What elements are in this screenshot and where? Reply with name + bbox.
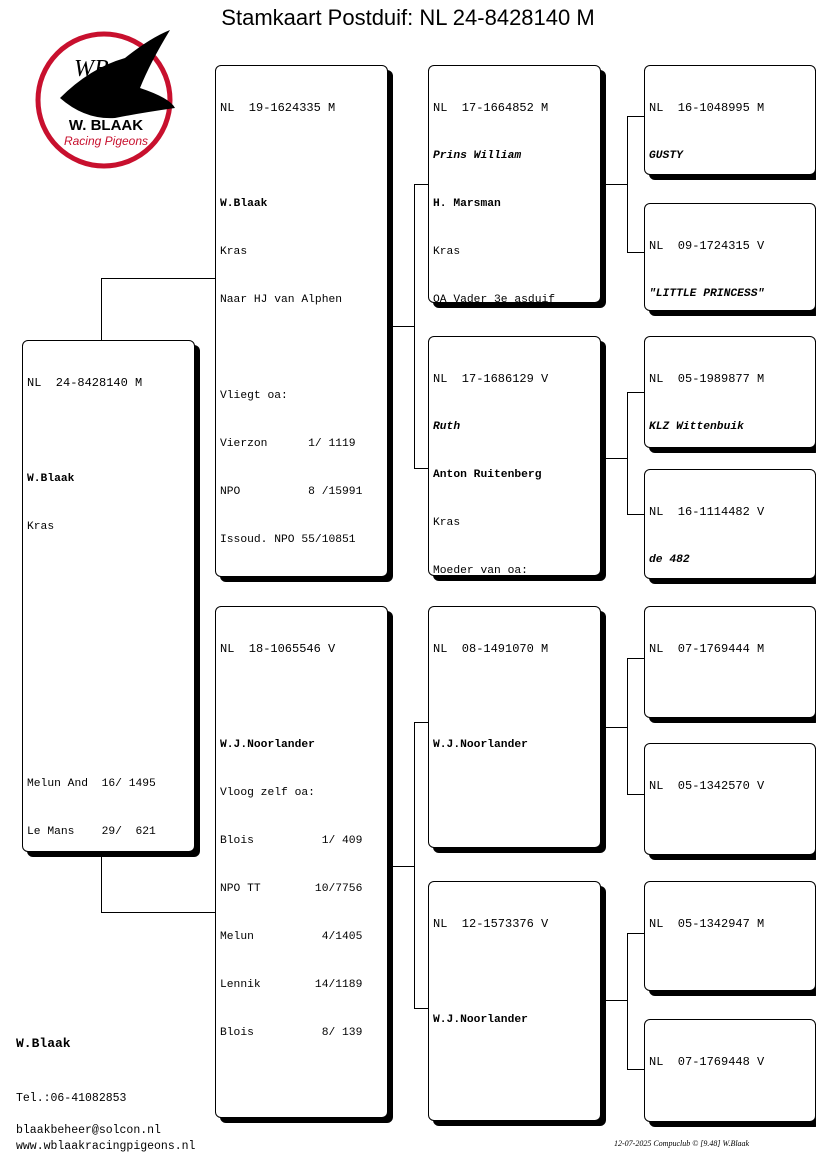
fmm-card[interactable] [644, 469, 816, 579]
ring-number: NL 16-1114482 V [649, 505, 765, 519]
connector [627, 392, 628, 514]
connector [627, 658, 644, 659]
connector [414, 722, 415, 1008]
connector [627, 794, 644, 795]
ring-number: NL 16-1048995 M [649, 101, 765, 115]
info-line: Blois 1/ 409 [220, 835, 363, 847]
owner: W.J.Noorlander [220, 739, 315, 751]
ring-number: NL 05-1342947 M [649, 917, 765, 931]
pigeon-name: "LITTLE PRINCESS" [649, 288, 765, 300]
info-line: NPO 8 /15991 [220, 486, 363, 498]
info-line: Kras [433, 517, 461, 529]
mother-mother-card[interactable] [428, 881, 601, 1121]
footer-phone: Tel.:06-41082853 [16, 1092, 127, 1105]
info-line: Kras [220, 246, 248, 258]
fff-card[interactable] [644, 65, 816, 175]
connector [414, 722, 428, 723]
ring-number: NL 19-1624335 M [220, 101, 336, 115]
fmf-card[interactable] [644, 336, 816, 448]
page-title: Stamkaart Postduif: NL 24-8428140 M [221, 5, 595, 30]
connector [627, 392, 644, 393]
logo-subtitle: Racing Pigeons [63, 134, 149, 148]
footer-owner-name: W.Blaak [16, 1036, 71, 1051]
info-line: Blois 8/ 139 [220, 1027, 363, 1039]
info-line: Kras [433, 246, 461, 258]
connector [627, 933, 628, 1069]
logo-name: W. BLAAK [68, 117, 144, 134]
footer-website[interactable]: www.wblaakracingpigeons.nl [16, 1140, 196, 1153]
result-line: Melun And 16/ 1495 [27, 778, 156, 790]
info-line: Vloog zelf oa: [220, 787, 315, 799]
mother-father-card[interactable] [428, 606, 601, 848]
connector [601, 727, 627, 728]
connector [627, 658, 628, 794]
info-line: Vierzon 1/ 1119 [220, 438, 356, 450]
connector [601, 458, 627, 459]
connector [627, 514, 644, 515]
ring-number: NL 12-1573376 V [433, 917, 549, 931]
connector [414, 1008, 428, 1009]
ring-number: NL 17-1686129 V [433, 372, 549, 386]
mfm-card[interactable] [644, 743, 816, 855]
connector [414, 184, 415, 468]
owner: W.J.Noorlander [433, 1014, 528, 1026]
connector [627, 252, 644, 253]
pigeon-name: de 482 [649, 554, 690, 566]
owner: W.Blaak [27, 473, 75, 485]
connector [388, 866, 414, 867]
pigeon-name: Ruth [433, 421, 461, 433]
ring-number: NL 07-1769448 V [649, 1055, 765, 1069]
father-card[interactable] [215, 65, 388, 577]
ring-number: NL 24-8428140 M [27, 376, 143, 390]
ring-number: NL 09-1724315 V [649, 239, 765, 253]
ring-number: NL 08-1491070 M [433, 642, 549, 656]
connector [101, 912, 216, 913]
ring-number: NL 05-1342570 V [649, 779, 765, 793]
info-line: Lennik 14/1189 [220, 979, 363, 991]
connector [388, 326, 414, 327]
info-line: NPO TT 10/7756 [220, 883, 363, 895]
subject-card[interactable] [22, 340, 195, 852]
pigeon-name: Prins William [433, 150, 522, 162]
logo-initials: WB [74, 56, 109, 82]
info-line: Melun 4/1405 [220, 931, 363, 943]
ring-number: NL 05-1989877 M [649, 372, 765, 386]
owner: W.Blaak [220, 198, 268, 210]
ring-number: NL 07-1769444 M [649, 642, 765, 656]
connector [627, 116, 644, 117]
info-line: Naar HJ van Alphen [220, 294, 343, 306]
ring-number: NL 18-1065546 V [220, 642, 336, 656]
pigeon-name: KLZ Wittenbuik [649, 421, 744, 433]
ffm-card[interactable] [644, 203, 816, 311]
connector [414, 184, 428, 185]
owner: W.J.Noorlander [433, 739, 528, 751]
ring-number: NL 17-1664852 M [433, 101, 549, 115]
connector [627, 116, 628, 252]
mother-card[interactable] [215, 606, 388, 1118]
connector [601, 184, 627, 185]
father-father-card[interactable] [428, 65, 601, 303]
logo [30, 28, 180, 170]
info-line: Vliegt oa: [220, 390, 288, 402]
owner: Anton Ruitenberg [433, 469, 542, 481]
info-line: OA Vader 3e asduif [433, 294, 556, 303]
footer-print-info: 12-07-2025 Compuclub © [9.48] W.Blaak [614, 1139, 750, 1148]
color: Kras [27, 521, 55, 533]
result-line: Le Mans 29/ 621 [27, 826, 156, 838]
connector [101, 278, 216, 279]
info-line: Moeder van oa: [433, 565, 528, 576]
connector [601, 1000, 627, 1001]
connector [414, 468, 428, 469]
mff-card[interactable] [644, 606, 816, 718]
info-line: Issoud. NPO 55/10851 [220, 534, 356, 546]
owner: H. Marsman [433, 198, 501, 210]
footer-email[interactable]: blaakbeheer@solcon.nl [16, 1124, 161, 1137]
pigeon-name: GUSTY [649, 150, 683, 162]
father-mother-card[interactable] [428, 336, 601, 576]
connector [627, 933, 644, 934]
connector [627, 1069, 644, 1070]
connector [101, 278, 102, 340]
mmf-card[interactable] [644, 881, 816, 991]
connector [101, 852, 102, 912]
mmm-card[interactable] [644, 1019, 816, 1122]
